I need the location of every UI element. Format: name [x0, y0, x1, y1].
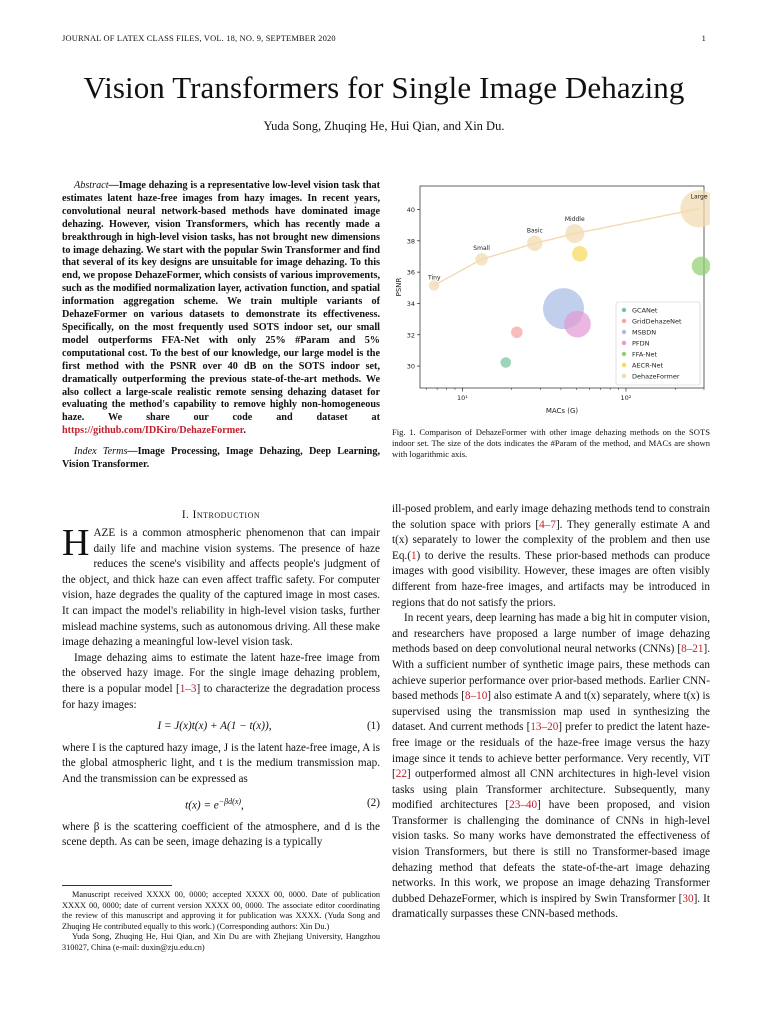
footnote-2: Yuda Song, Zhuqing He, Hui Qian, and Xin Du are with Zhejiang University, Hangzhou 310027, China (e-mail: duxin@zju.edu.cn)	[62, 932, 380, 952]
citation-link[interactable]: 8–21	[681, 643, 704, 656]
intro-paragraph-2	[62, 651, 380, 713]
y-tick-label: 32	[406, 331, 415, 340]
equation-2	[62, 794, 380, 814]
data-point-pfdn	[564, 311, 591, 338]
right-p1-c: ) to derive the results. These prior-based methods can produce images with good visibility. However, these images are often visibly different from haze-free images, and artifacts may be introduced in regions that do not satisfy the priors.	[392, 549, 710, 609]
footnotes	[62, 885, 380, 954]
right-p2-d: ] prefer to predict the latent haze-free image or the residuals of the haze-free image versus the hazy image since it tends to achieve better performance. Very recently, ViT [	[392, 721, 710, 781]
legend-marker	[622, 308, 626, 312]
legend-marker	[622, 330, 626, 334]
legend-entry: GridDehazeNet	[632, 317, 682, 326]
point-label: Basic	[526, 227, 543, 235]
citation-link[interactable]: 13–20	[530, 721, 559, 734]
right-p2-a: In recent years, deep learning has made a big hit in computer vision, and researchers have proposed a large number of image dehazing methods based on deep convolutional neural networks (CNNs) [	[392, 612, 710, 656]
intro-paragraph-1-text: AZE is a common atmospheric phenomenon that can impair daily life and machine vision systems. The presence of haze reduces the scene's visibility and affects people's judgment of the object, and thick haze can even affect traffic safety. For computer vision, haze degrades the quality of the captured image in most cases. It can impact the model's reliability in high-level vision tasks, further mislead machine systems, such as autonomous driving. All these make image dehazing a meaningful low-level vision task.	[62, 527, 380, 649]
citation-link[interactable]: 4–7	[539, 518, 556, 531]
data-point-gcanet	[500, 357, 511, 368]
equation-2-tail: ,	[241, 799, 244, 812]
y-tick-label: 36	[406, 268, 415, 277]
point-label: Middle	[564, 216, 585, 224]
point-label: Large	[690, 193, 708, 201]
legend-marker	[622, 374, 626, 378]
y-tick-label: 38	[406, 237, 415, 246]
citation-link[interactable]: 30	[682, 892, 694, 905]
intro-p2-b: ] to characterize the degradation process for hazy images:	[62, 682, 380, 711]
x-tick-label: 10²	[620, 394, 632, 402]
right-paragraph-2	[392, 611, 710, 923]
legend-entry: PFDN	[632, 339, 650, 348]
legend-entry: FFA-Net	[632, 350, 657, 359]
citation-link[interactable]: 22	[395, 768, 407, 781]
right-p1-b: ]. They generally estimate A and t(x) separately to lower the complexity of the problem and then use Eq.(	[392, 518, 711, 562]
introduction-left	[62, 522, 380, 851]
right-p2-c: ] also estimate A and t(x) separately, where t(x) is supervised using the transmission map used in synthesizing the dataset. And current methods [	[392, 690, 710, 734]
equation-2-expr	[62, 794, 367, 814]
legend-marker	[622, 319, 626, 323]
intro-paragraph-1	[62, 522, 380, 651]
running-head	[62, 34, 706, 43]
equation-2-exponent: −βd(x)	[218, 796, 242, 806]
right-p2-g: ]. It dramatically surpasses these CNN-based methods.	[392, 892, 711, 921]
paper-authors: Yuda Song, Zhuqing He, Hui Qian, and Xin Du.	[263, 119, 505, 133]
data-point-ffa-net	[692, 257, 710, 276]
citation-link[interactable]: 8–10	[464, 690, 488, 703]
point-label: Small	[473, 245, 490, 253]
intro-p2-a: Image dehazing aims to estimate the latent haze-free image from the observed hazy image. For the single image dehazing problem, there is a popular model [	[62, 651, 380, 695]
abstract-lead: Abstract	[74, 180, 109, 191]
intro-paragraph-4: where β is the scattering coefficient of the atmosphere, and d is the scene depth. As can be seen, image dehazing is a typically	[62, 820, 380, 849]
legend-marker	[622, 363, 626, 367]
right-p2-b: ]. With a sufficient number of synthetic image pairs, these methods can achieve superior performance over prior-based methods. Earlier CNN-based methods [	[392, 643, 710, 703]
equation-2-number: (2)	[366, 796, 380, 809]
index-terms-text: —Image Processing, Image Dehazing, Deep Learning, Vision Transformer.	[62, 446, 380, 471]
psnr-vs-macs-chart	[392, 180, 710, 420]
right-p2-e: ] outperformed almost all CNN architectures in high-level vision tasks using plain Transformer architecture. Subsequently, many modified architectures [	[392, 768, 710, 812]
footnote-1: Manuscript received XXXX 00, 0000; accepted XXXX 00, 0000. Date of publication XXXX 00, 0000; date of current version XXXX 00, 0000. The associate editor coordinating the review of this manuscript and approving it for publication was XXXX. (Yuda Song and Zhuqing He contributed equally to this work.) (Corresponding authors: Xin Du.)	[62, 890, 380, 931]
point-label: Tiny	[428, 274, 441, 282]
intro-paragraph-3: where I is the captured hazy image, J is the latent haze-free image, A is the global atmospheric light, and t is the medium transmission map. And the transmission can be expressed as	[62, 741, 380, 785]
citation-link[interactable]: 1–3	[179, 682, 197, 695]
data-point-dehazeformer	[475, 253, 487, 265]
legend-entry: AECR-Net	[632, 361, 664, 370]
legend-entry: MSBDN	[632, 328, 657, 337]
data-point-aecr-net	[572, 246, 588, 262]
legend-marker	[622, 341, 626, 345]
paper-title: Vision Transformers for Single Image Dehazing	[83, 70, 685, 105]
equation-1-number: (1)	[366, 720, 380, 733]
equation-1	[62, 719, 380, 735]
page-number: 1	[701, 34, 706, 43]
abstract-end: .	[243, 425, 246, 437]
abstract-text: —Image dehazing is a representative low-level vision task that estimates latent haze-free images from hazy images. In recent years, convolutional neural network-based methods have dominated image dehazing. However, vision Transformers, which has recently made a breakthrough in high-level vision tasks, has not brought new dimensions to image dehazing. We start with the popular Swin Transformer and find that several of its key designs are unsuitable for image dehazing. To this end, we propose DehazeFormer, which consists of various improvements, such as the modified normalization layer, activation function, and spatial information aggregation scheme. We train multiple variants of DehazeFormer on various datasets to demonstrate its effectiveness. Specifically, on the most frequently used SOTS indoor set, our small model outperforms FFA-Net with only 25% #Param and 5% computational cost. To the best of our knowledge, our large model is the first method with the PSNR over 40 dB on the SOTS indoor set, dramatically outperforming the previous state-of-the-art methods. We also collect a large-scale realistic remote sensing dehazing dataset for evaluating the method's capability to remove highly non-homogeneous haze. We share our code and dataset at	[62, 180, 380, 424]
left-column-top	[62, 180, 380, 472]
dropcap-letter: H	[62, 522, 90, 564]
footnote-rule	[62, 885, 172, 886]
legend-entry: DehazeFormer	[632, 372, 680, 381]
figure-1	[392, 180, 710, 459]
data-point-griddehazenet	[511, 326, 523, 338]
y-tick-label: 40	[406, 205, 415, 214]
x-tick-label: 10¹	[457, 394, 468, 402]
right-p2-f: ] have been proposed, and vision Transformer is challenging the dominance of CNNs in high-level vision tasks. So many works have demonstrated the effectiveness of vision Transformers, but there is still no Transformer-based image dehazing method that defeats the state-of-the-art image dehazing networks. In this work, we propose an image dehazing Transformer dubbed DehazeFormer, which is inspired by Swin Transformer [	[392, 799, 711, 905]
right-p1-a: ill-posed problem, and early image dehazing methods tend to constrain the solution space with priors [	[392, 503, 710, 531]
y-tick-label: 30	[406, 362, 415, 371]
legend-marker	[622, 352, 626, 356]
data-point-dehazeformer	[527, 236, 542, 251]
y-axis-label: PSNR	[395, 277, 403, 297]
data-point-dehazeformer	[565, 224, 584, 243]
legend-entry: GCANet	[632, 306, 658, 315]
equation-1-expr: I = J(x)t(x) + A(1 − t(x)),	[157, 720, 272, 733]
section-heading: I. Introduction	[181, 509, 261, 521]
right-paragraph-1	[392, 502, 710, 611]
equation-2-base: t(x) = e	[185, 799, 219, 812]
index-terms	[62, 446, 380, 472]
journal-name: JOURNAL OF LATEX CLASS FILES, VOL. 18, NO. 9, SEPTEMBER 2020	[62, 34, 336, 43]
equation-ref-link[interactable]: 1	[410, 549, 417, 562]
abstract	[62, 180, 380, 438]
figure-caption: Fig. 1. Comparison of DehazeFormer with other image dehazing methods on the SOTS indoor set. The size of the dots indicates the #Param of the method, and MACs are shown with logarithmic axis.	[392, 427, 710, 459]
code-link[interactable]: https://github.com/IDKiro/DehazeFormer	[62, 425, 244, 437]
index-terms-lead: Index Terms	[74, 446, 128, 458]
introduction-right	[392, 502, 710, 923]
y-tick-label: 34	[406, 299, 415, 308]
citation-link[interactable]: 23–40	[509, 799, 538, 812]
x-axis-label: MACs (G)	[545, 407, 579, 415]
data-point-dehazeformer	[429, 280, 440, 291]
